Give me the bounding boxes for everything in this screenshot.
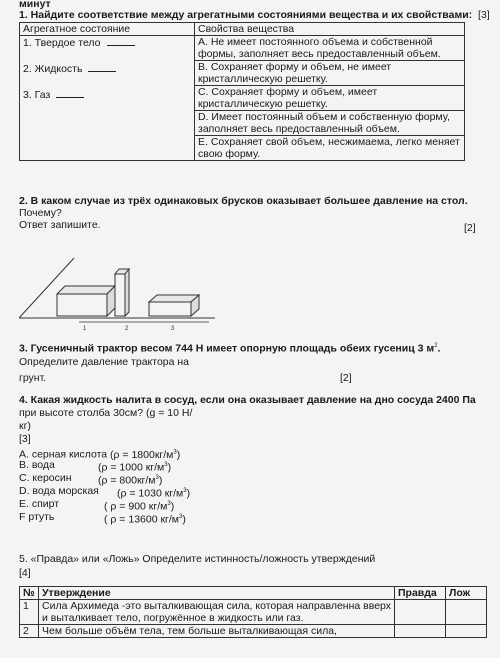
option-name: В. вода (19, 459, 55, 471)
q1-state-row (23, 36, 191, 62)
q3-text: 3. Гусеничный трактор весом 744 Н имеет опорную площадь обеих гусениц 3 м (19, 342, 435, 355)
q1-prop: E. Сохраняет свой объем, несжимаема, легко меняет свою форму. (195, 136, 465, 161)
q4-line1: 4. Какая жидкость налита в сосуд, если она оказывает давление на дно сосуда 2400 Па (19, 394, 476, 406)
answer-blank[interactable] (56, 88, 84, 98)
block-3-front (149, 302, 191, 316)
option-value: (ρ = 1000 $кг/м^3$) (98, 461, 172, 474)
block-2-side (125, 269, 129, 316)
q4-mark: [3] (19, 433, 31, 445)
option-value: ( ρ = 900 $кг/м^3$) (104, 500, 175, 513)
q2-line3: Ответ запишите. (19, 219, 101, 231)
answer-blank[interactable] (88, 62, 116, 72)
fig-label-3: 3 (171, 326, 175, 332)
q3-end: . (437, 342, 441, 355)
q1-title: 1. Найдите соответствие между агрегатными состояниями вещества и их свойствами: (19, 9, 473, 21)
answer-blank[interactable] (107, 36, 135, 46)
q1-states-cell (20, 36, 195, 161)
q4-option (19, 498, 239, 511)
q3-sup: 2 (434, 343, 438, 349)
fig-label-2: 2 (125, 326, 129, 332)
q1-prop: D. Имеет постоянный объем и собственную форму, заполняет весь предоставленный объем. (195, 111, 465, 136)
option-name: С. керосин (19, 472, 72, 484)
q1-prop: C. Сохраняет форму и объем, имеет кристаллическую решетку. (195, 86, 465, 111)
q1-prop: B. Сохраняет форму и объем, не имеет кристаллическую решетку. (195, 61, 465, 86)
row-no: 1 (20, 600, 39, 625)
q1-state-row (23, 62, 191, 88)
q4-options (19, 446, 239, 524)
q3-line3: грунт. (19, 372, 47, 384)
q4-line2: при высоте столба 30см? (g = 10 Н/ (19, 407, 193, 419)
q5-table (19, 586, 487, 638)
option-value: (ρ = 1030 $кг/м^3$) (117, 487, 191, 500)
q1-mark: [3] (478, 9, 490, 21)
q4-line3: кг) (19, 420, 31, 432)
q1-col-state: Агрегатное состояние (20, 23, 195, 36)
q4-option (19, 472, 239, 485)
block-1-top (57, 286, 115, 294)
option-name: F ртуть (19, 511, 55, 523)
q5-col-statement: Утверждение (39, 587, 395, 600)
option-name: D. вода морская (19, 485, 99, 497)
table-row (20, 625, 487, 638)
q5-line1: 5. «Правда» или «Ложь» Определите истинность/ложность утверждений (19, 553, 376, 565)
option-value: $(\rho = 1800кг/м^3)$ (110, 448, 181, 461)
row-no: 2 (20, 625, 39, 638)
q2-mark: [2] (464, 222, 476, 234)
false-cell[interactable] (446, 600, 487, 625)
q3-mark: [2] (340, 372, 352, 384)
state-label: 3. Газ (23, 89, 51, 101)
option-name: А. серная кислота (19, 448, 108, 461)
q1-col-props: Свойства вещества (195, 23, 465, 36)
false-cell[interactable] (446, 625, 487, 638)
row-statement: Сила Архимеда -это выталкивающая сила, которая направленна вверх и выталкивает тело, погружённое в жидкость или газ. (39, 600, 395, 625)
row-statement: Чем больше объём тела, тем больше выталкивающая сила, (39, 625, 395, 638)
q1-table (19, 22, 465, 161)
q2-line1: 2. В каком случае из трёх одинаковых брусков оказывает большее давление на стол. (19, 195, 468, 207)
q1-state-row (23, 88, 191, 101)
q3-line1 (19, 340, 440, 355)
q4-option (19, 485, 239, 498)
fig-label-1: 1 (83, 326, 87, 332)
top-word: минут (19, 0, 51, 10)
q2-line2: Почему? (19, 207, 62, 219)
q5-col-no: № (20, 587, 39, 600)
q4-option (19, 459, 239, 472)
q4-option (19, 511, 239, 524)
option-name: Е. спирт (19, 498, 60, 510)
option-value: $(\rho = 800кг/м^3)$ (98, 474, 163, 487)
true-cell[interactable] (395, 625, 446, 638)
true-cell[interactable] (395, 600, 446, 625)
q5-col-true: Правда (395, 587, 446, 600)
block-2-front (115, 274, 125, 316)
state-label: 2. Жидкость (23, 63, 83, 75)
state-label: 1. Твердое тело (23, 37, 101, 49)
q3-line2: Определите давление трактора на (19, 356, 190, 368)
q5-mark: [4] (19, 567, 31, 579)
q4-option (19, 446, 239, 459)
option-value: ( ρ = 13600 $кг/м^3$) (104, 513, 186, 526)
blocks-figure (19, 250, 219, 332)
q1-prop: A. Не имеет постоянного объема и собственной формы, заполняет весь предоставленный объем. (195, 36, 465, 61)
q5-col-false: Лож (446, 587, 487, 600)
block-1-front (57, 294, 107, 316)
table-row (20, 600, 487, 625)
